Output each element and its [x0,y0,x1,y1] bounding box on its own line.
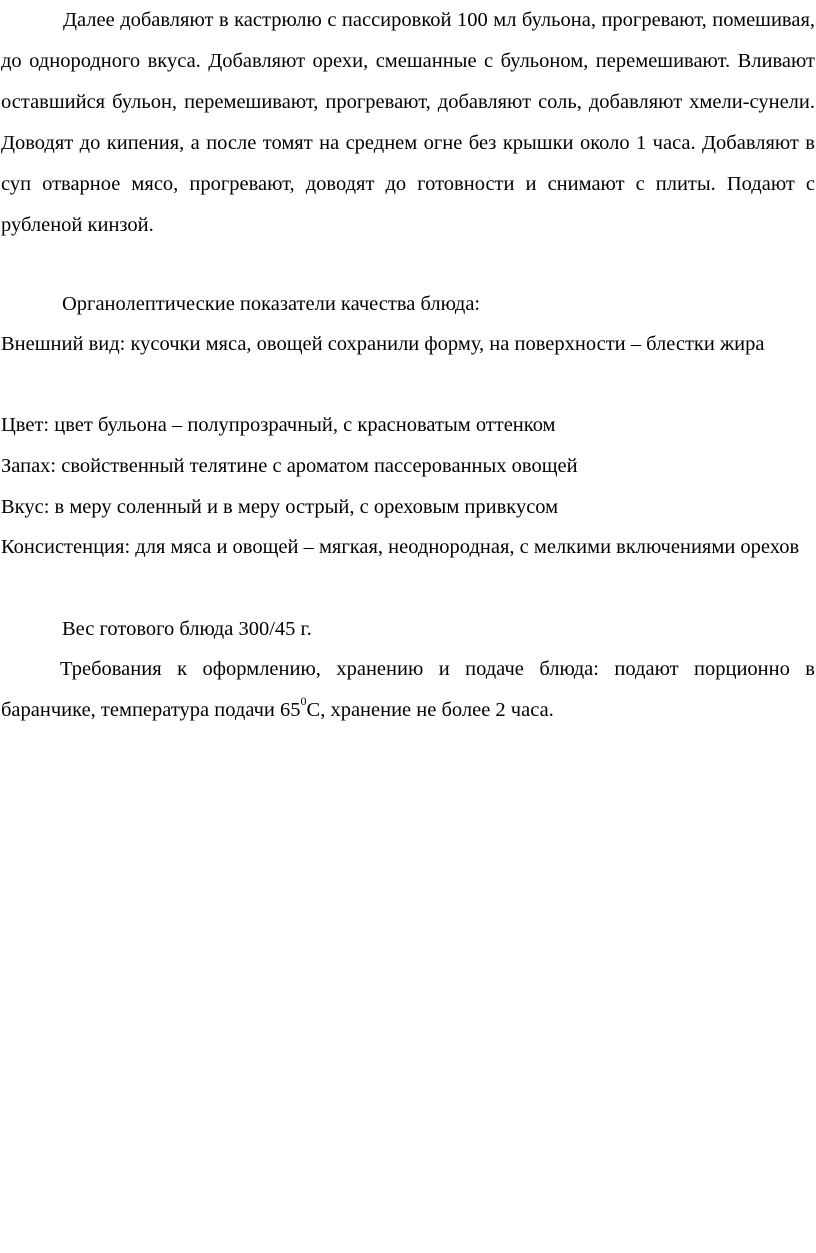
appearance-line: Внешний вид: кусочки мяса, овощей сохранили форму, на поверхности – блестки жира [1,333,765,355]
serving-text-part2: С, хранение не более 2 часа. [306,699,554,721]
color-line: Цвет: цвет бульона – полупрозрачный, с красноватым оттенком [1,414,556,436]
taste-line: Вкус: в меру соленный и в меру острый, с ореховым привкусом [1,496,559,518]
consistency-line: Консистенция: для мяса и овощей – мягкая, неоднородная, с мелкими включениями орехов [1,536,800,558]
cooking-paragraph: Далее добавляют в кастрюлю с пассировкой 100 мл бульона, прогревают, помешивая, до однородного вкуса. Добавляют орехи, смешанные с бульоном, перемешивают. Вливают оставшийся бульон, перемешивают, прогревают, добавляют соль, добавляют хмели-сунели. Доводят до кипения, а после томят на среднем огне без крышки около 1 часа. Добавляют в суп отварное мясо, прогревают, доводят до готовности и снимают с плиты. Подают с рубленой кинзой. [1,9,815,236]
organoleptic-heading: Органолептические показатели качества блюда: [62,293,481,315]
serving-requirements-paragraph [1,649,815,731]
weight-line: Вес готового блюда 300/45 г. [62,618,312,640]
degree-superscript: 0 [300,694,307,709]
serving-text-part1: Требования к оформлению, хранению и подаче блюда: подают порционно в баранчике, температура подачи 65 [1,658,815,721]
smell-line: Запах: свойственный телятине с ароматом пассерованных овощей [1,455,578,477]
